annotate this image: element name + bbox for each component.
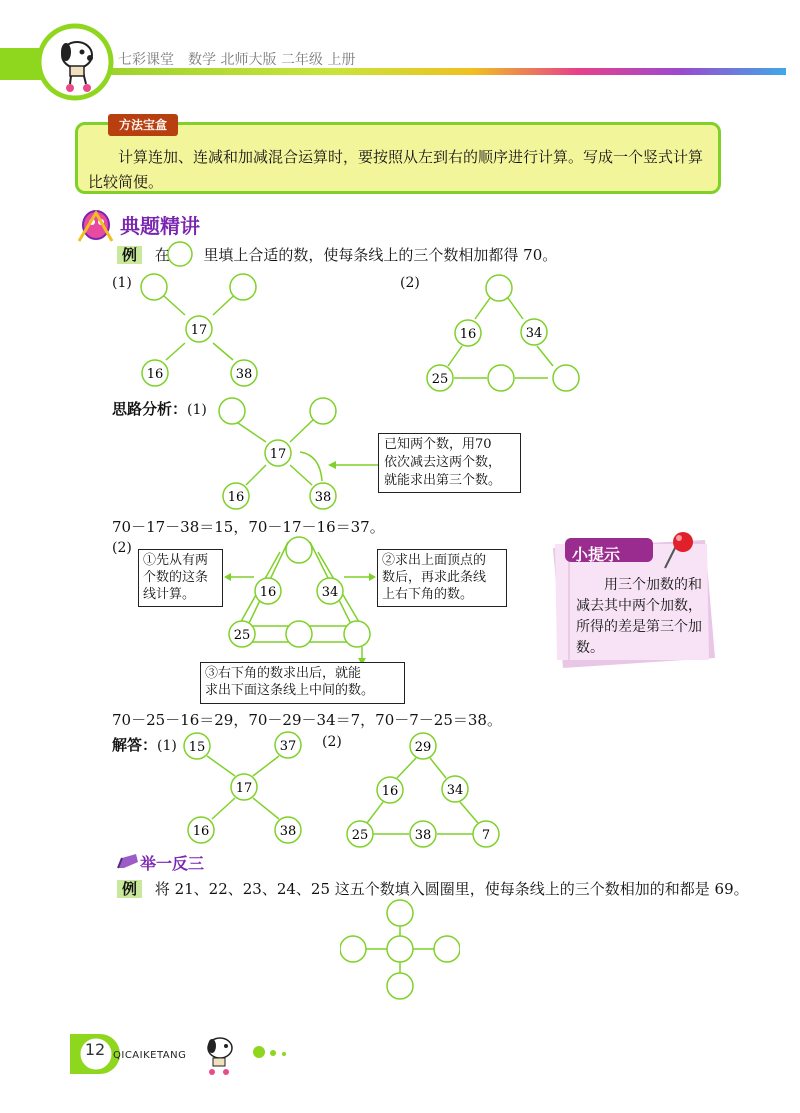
ans1-br-value: 38 [279,824,297,839]
ans1-bl-value: 16 [192,824,210,839]
an1-center-value: 17 [269,447,287,462]
analysis-note-1 [378,433,521,493]
an2-right-value: 34 [321,585,339,600]
note1-line-2: 依次减去这两个数， [384,455,502,470]
example-diagram-2 [420,272,590,397]
analysis-calc-1: 70－17－38＝15，70－17－16＝37。 [112,518,385,536]
note3-line-1: ②求出上面顶点的 [382,553,487,568]
ex2-left-value: 16 [459,327,477,342]
note1-line-3: 就能求出第三个数。 [384,473,502,488]
method-badge: 方法宝盒 [108,114,178,136]
footer-mascot-icon [208,1038,232,1075]
an1-br-value: 38 [314,490,332,505]
example-label-1: (1) [112,275,132,291]
practice-title: 举一反三 [140,854,205,873]
an1-bl-value: 16 [227,490,245,505]
note4-line-2: 求出下面这条线上中间的数。 [205,683,375,698]
answer-label: 解答： [112,736,158,754]
analysis-label-2: (2) [112,540,132,556]
analysis-label: 思路分析： [112,400,188,418]
example-label-2: (2) [400,275,420,291]
analysis-diagram-2 [220,530,380,658]
section-title: 典题精讲 [120,214,200,238]
note2-line-3: 线计算。 [143,587,196,602]
analysis-line [112,398,207,419]
analysis-note-2 [138,549,223,607]
note2-line-1: ①先从有两 [143,553,209,568]
ex1-center-value: 17 [190,323,208,338]
example-prompt-a: 在 [154,246,170,264]
example-badge: 例 [117,246,142,264]
example-prompt-b: 里填上合适的数，使每条线上的三个数相加都得 70。 [203,246,558,264]
ex2-right-value: 34 [525,326,543,341]
ex1-br-value: 38 [235,367,253,382]
inline-circle-icon [166,240,194,268]
ex2-bl-value: 25 [431,372,449,387]
note2-line-2: 个数的这条 [143,570,209,585]
answer-diagram-1 [180,730,310,845]
answer-diagram-2 [340,730,510,850]
answer-label-1: (1) [157,738,177,754]
ans2-bl-value: 25 [351,828,369,843]
practice-diagram [340,898,460,1004]
analysis-note-3 [377,549,507,607]
practice-badge: 例 [117,880,142,898]
analysis-label-1: (1) [187,402,207,418]
ans2-right-value: 34 [446,783,464,798]
practice-line [117,878,749,899]
note3-line-3: 上右下角的数。 [382,587,474,602]
header-title: 七彩课堂 数学 北师大版 二年级 上册 [118,52,356,68]
ex1-bl-value: 16 [146,367,164,382]
section-mascot-icon [74,207,118,243]
ans2-left-value: 16 [381,784,399,799]
answer-line [112,734,177,755]
example-diagram-1 [130,270,270,390]
analysis-arrows [222,570,382,590]
note4-line-1: ③右下角的数求出后，就能 [205,666,362,681]
ans2-top-value: 29 [414,740,432,755]
footer-code: QICAIKETANG [113,1050,187,1061]
note3-line-2: 数后，再求此条线 [382,570,487,585]
ans1-tl-value: 15 [188,740,206,755]
an2-bl-value: 25 [233,628,251,643]
ans2-bm-value: 38 [414,828,432,843]
analysis-note-4 [200,662,405,704]
an2-left-value: 16 [259,585,277,600]
ans1-center-value: 17 [235,781,253,796]
note1-line-1: 已知两个数，用70 [384,437,492,452]
practice-text: 将 21、22、23、24、25 这五个数填入圆圈里，使每条线上的三个数相加的和都是 69。 [154,880,749,898]
ans2-br-value: 7 [481,828,491,843]
method-text: 计算连加、连减和加减混合运算时，要按照从左到右的顺序进行计算。写成一个竖式计算比较简便。 [88,148,704,191]
pencil-icon [116,852,140,872]
ans1-tr-value: 37 [279,739,297,754]
analysis-calc-2: 70－25－16＝29，70－29－34＝7，70－7－25＝38。 [112,711,502,729]
tip-title: 小提示 [572,545,621,564]
answer-label-2: (2) [322,734,342,750]
tip-text: 用三个加数的和减去其中两个加数，所得的差是第三个加数。 [576,577,702,656]
page-number: 12 [84,1040,106,1059]
